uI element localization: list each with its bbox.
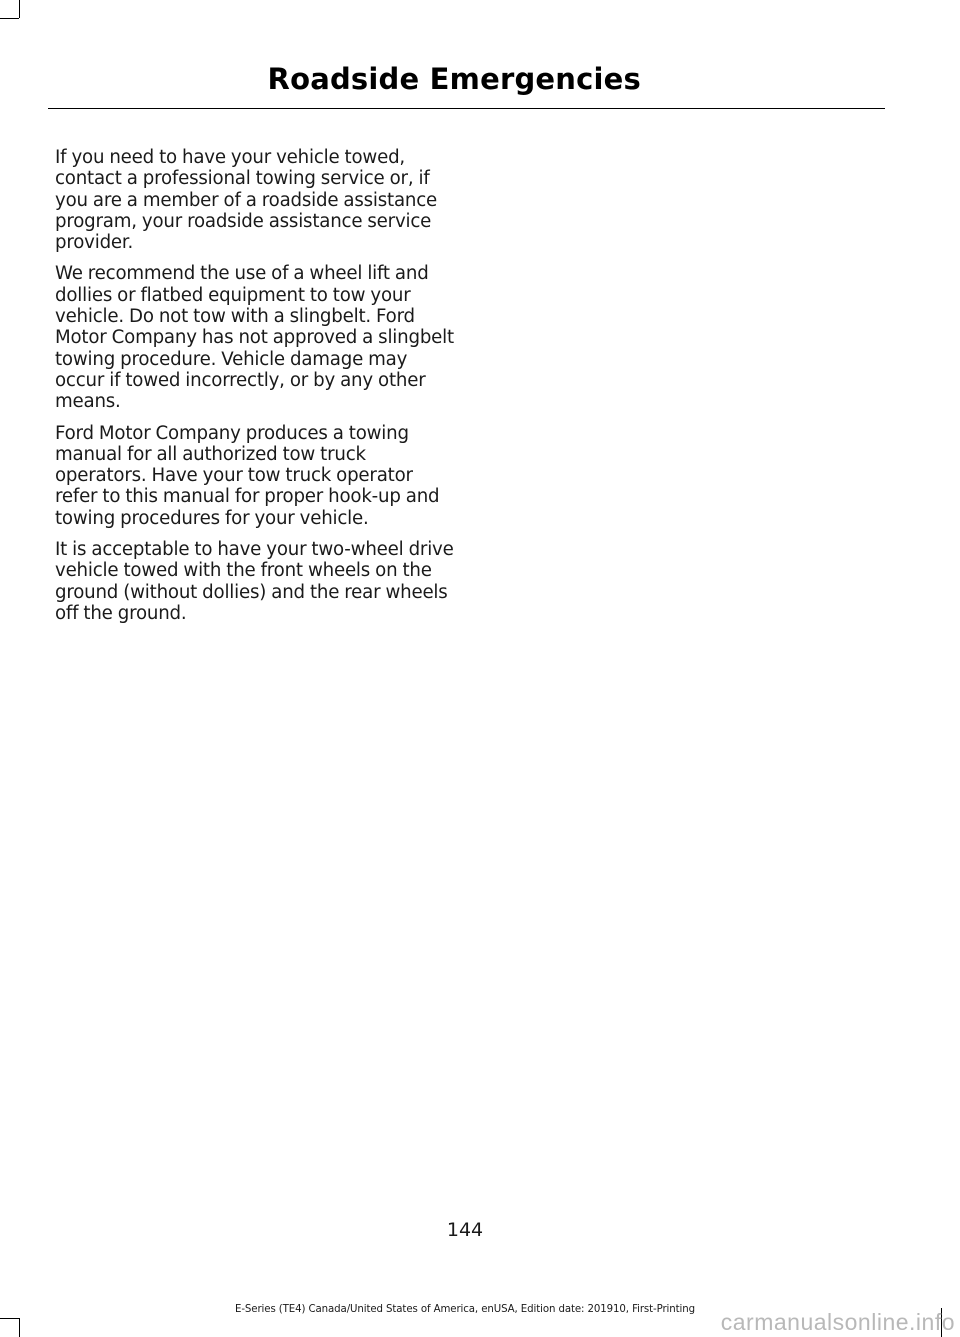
paragraph-towing-manual: Ford Motor Company produces a towing manual for all authorized tow truck operators. Have your tow truck operator refer to this manual for proper hook-up and towing procedures for your vehicle. [55, 422, 440, 529]
paragraph-towing-service: If you need to have your vehicle towed, contact a professional towing service or, if you are a member of a roadside assistance program, your roadside assistance service provider. [55, 147, 438, 254]
paragraph-wheel-lift: We recommend the use of a wheel lift and dollies or flatbed equipment to tow your vehicle. Do not tow with a slingbelt. Ford Motor Company has not approved a slingbelt towing procedure. Vehicle damage may occur if towed incorrectly, or by any other means. [55, 263, 454, 413]
crop-mark-top-left-vertical [19, 0, 20, 18]
watermark: carmanualsonline.info [720, 1309, 955, 1335]
crop-mark-bottom-left-horizontal [0, 1318, 19, 1319]
body-text [55, 147, 455, 634]
paragraph-two-wheel-drive: It is acceptable to have your two-wheel drive vehicle towed with the front wheels on the ground (without dollies) and the rear wheels off the ground. [55, 539, 454, 624]
edition-info: E-Series (TE4) Canada/United States of America, enUSA, Edition date: 201910, First-Printing [235, 1304, 695, 1315]
page-number: 144 [446, 1219, 484, 1241]
crop-mark-top-left-horizontal [0, 18, 19, 19]
crop-mark-bottom-left-vertical [19, 1318, 20, 1337]
page-title: Roadside Emergencies [267, 62, 641, 96]
page-header [48, 60, 885, 109]
